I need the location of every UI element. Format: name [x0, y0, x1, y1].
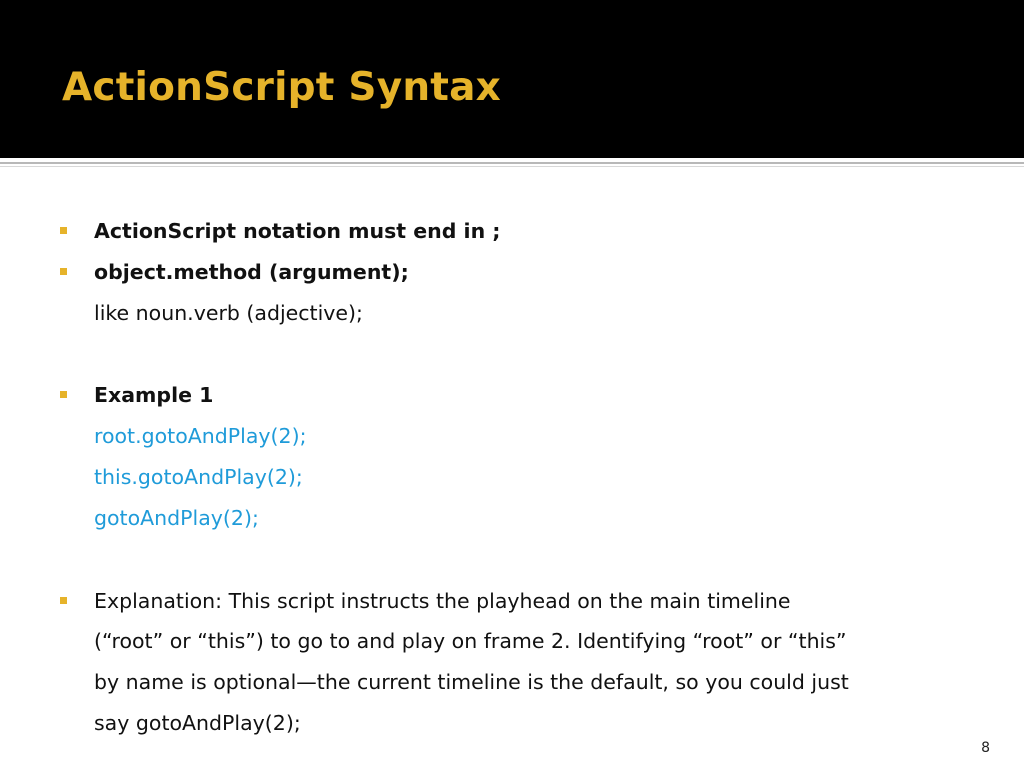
square-bullet-icon: [60, 268, 67, 275]
page-number: 8: [981, 740, 990, 756]
square-bullet-icon: [60, 597, 67, 604]
code-example-line: this.gotoAndPlay(2);: [94, 465, 303, 489]
method-analogy-text: like noun.verb (adjective);: [94, 301, 363, 325]
explanation-line: Explanation: This script instructs the playhead on the main timeline: [94, 589, 791, 613]
code-example-line: gotoAndPlay(2);: [94, 506, 259, 530]
bullet-method-pattern: object.method (argument);: [94, 260, 409, 284]
explanation-line: say gotoAndPlay(2);: [94, 711, 301, 735]
example-heading: Example 1: [94, 383, 214, 407]
slide-title: ActionScript Syntax: [62, 65, 502, 110]
explanation-line: by name is optional—the current timeline is the default, so you could just: [94, 670, 849, 694]
bullet-rule-text: ActionScript notation must end in ;: [94, 219, 501, 243]
code-example-line: root.gotoAndPlay(2);: [94, 424, 307, 448]
explanation-line: (“root” or “this”) to go to and play on frame 2. Identifying “root” or “this”: [94, 629, 847, 653]
square-bullet-icon: [60, 227, 67, 234]
square-bullet-icon: [60, 391, 67, 398]
